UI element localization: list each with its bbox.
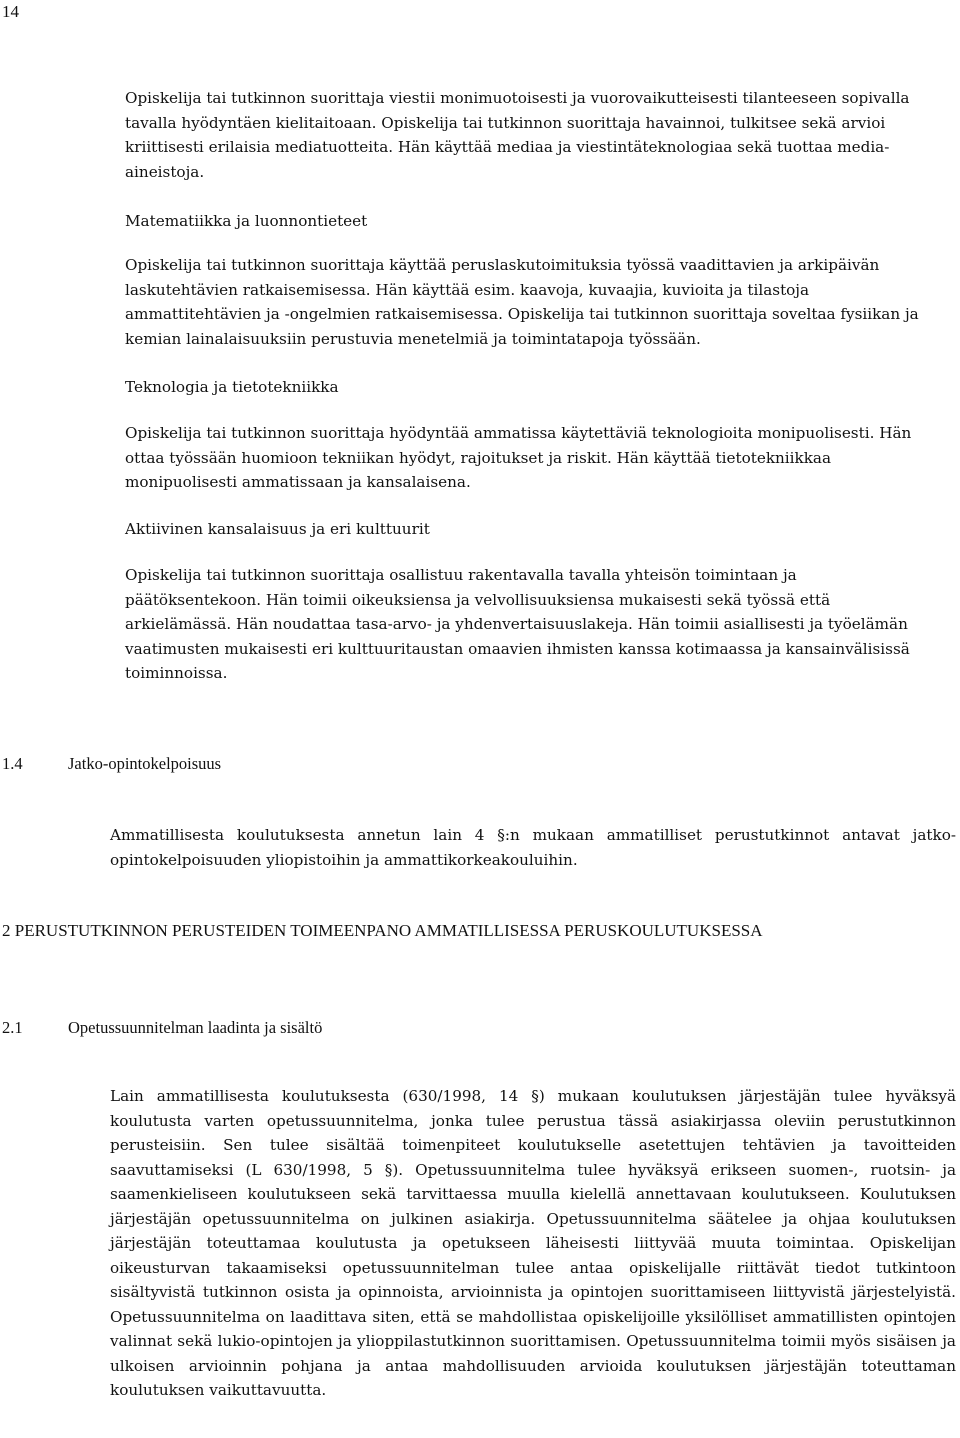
paragraph-curriculum: Lain ammatillisesta koulutuksesta (630/1998, 14 §) mukaan koulutuksen järjestäjän tulee hyväksyä koulutusta varten opetussuunnitelma, jonka tulee perustua tässä asiakirjassa oleviin perustutkinnon perusteisiin. Sen tulee sisältää toimenpiteet koulutukselle asetettujen tehtävien ja tavoitteiden saavuttamiseksi (L 630/1998, 5 §). Opetussuunnitelma tulee hyväksyä erikseen suomen-, ruotsin- ja saamenkieliseen koulutukseen sekä tarvittaessa muulla kielellä annettavaan koulutukseen. Koulutuksen järjestäjän opetussuunnitelma on julkinen asiakirja. Opetussuunnitelma säätelee ja ohjaa koulutuksen järjestäjän toteuttamaa koulutusta ja opetukseen läheisesti liittyvää muuta toimintaa. Opiskelijan oikeusturvan takaamiseksi opetussuunnitelman tulee antaa opiskelijalle riittävät tiedot tutkintoon sisältyvistä tutkinnon osista ja opinnoista, arvioinnista ja opintojen suorittamiseen liittyvistä järjestelyistä. Opetussuunnitelma on laadittava siten, että se mahdollistaa opiskelijoille yksilölliset ammatillisten opintojen valinnat sekä lukio-opintojen ja ylioppilastutkinnon suorittamisen. Opetussuunnitelma toimii myös sisäisen ja ulkoisen arvioinnin pohjana ja antaa mahdollisuuden arvioida koulutuksen järjestäjän toteuttaman koulutuksen vaikuttavuutta. xyxy=(110,1087,956,1399)
page-number: 14 xyxy=(2,2,19,21)
subheading-technology: Teknologia ja tietotekniikka xyxy=(125,378,339,396)
paragraph-further-studies: Ammatillisesta koulutuksesta annetun lain 4 §:n mukaan ammatilliset perustutkinnot antavat jatko-opintokelpoisuuden yliopistoihin ja ammattikorkeakouluihin. xyxy=(110,826,956,869)
section-title: Opetussuunnitelman laadinta ja sisältö xyxy=(68,1018,323,1037)
subheading-mathematics: Matematiikka ja luonnontieteet xyxy=(125,212,368,230)
section-heading-1-4 xyxy=(2,752,902,776)
paragraph-technology: Opiskelija tai tutkinnon suorittaja hyödyntää ammatissa käytettäviä teknologioita monipuolisesti. Hän ottaa työssään huomioon tekniikan hyödyt, rajoitukset ja riskit. Hän käyttää tietotekniikkaa monipuolisesti ammatissaan ja kansalaisena. xyxy=(125,424,912,491)
paragraph-communication: Opiskelija tai tutkinnon suorittaja viestii monimuotoisesti ja vuorovaikutteisesti tilanteeseen sopivalla tavalla hyödyntäen kielitaitoaan. Opiskelija tai tutkinnon suorittaja havainnoi, tulkitsee sekä arvioi kriittisesti erilaisia mediatuotteita. Hän käyttää mediaa ja viestintäteknologiaa sekä tuottaa media-aineistoja. xyxy=(125,89,910,181)
chapter-heading-2: 2 PERUSTUTKINNON PERUSTEIDEN TOIMEENPANO AMMATILLISESSA PERUSKOULUTUKSESSA xyxy=(2,921,763,940)
paragraph-citizenship: Opiskelija tai tutkinnon suorittaja osallistuu rakentavalla tavalla yhteisön toimintaan ja päätöksentekoon. Hän toimii oikeuksiensa ja velvollisuuksiensa mukaisesti sekä työssä että arkielämässä. Hän noudattaa tasa-arvo- ja yhdenvertaisuuslakeja. Hän toimii asiallisesti ja työelämän vaatimusten mukaisesti eri kulttuuritaustan omaavien ihmisten kanssa kotimaassa ja kansainvälisissä toiminnoissa. xyxy=(125,566,910,682)
section-number: 2.1 xyxy=(2,1018,23,1037)
paragraph-mathematics: Opiskelija tai tutkinnon suorittaja käyttää peruslaskutoimituksia työssä vaadittavien ja arkipäivän laskutehtävien ratkaisemisessa. Hän käyttää esim. kaavoja, kuvaajia, kuvioita ja tilastoja ammattitehtävien ja -ongelmien ratkaisemisessa. Opiskelija tai tutkinnon suorittaja soveltaa fysiikan ja kemian lainalaisuuksiin perustuvia menetelmiä ja toimintatapoja työssään. xyxy=(125,256,919,348)
section-title: Jatko-opintokelpoisuus xyxy=(68,754,222,773)
section-heading-2-1 xyxy=(2,1016,902,1040)
section-number: 1.4 xyxy=(2,754,23,773)
subheading-citizenship: Aktiivinen kansalaisuus ja eri kulttuurit xyxy=(125,520,430,538)
